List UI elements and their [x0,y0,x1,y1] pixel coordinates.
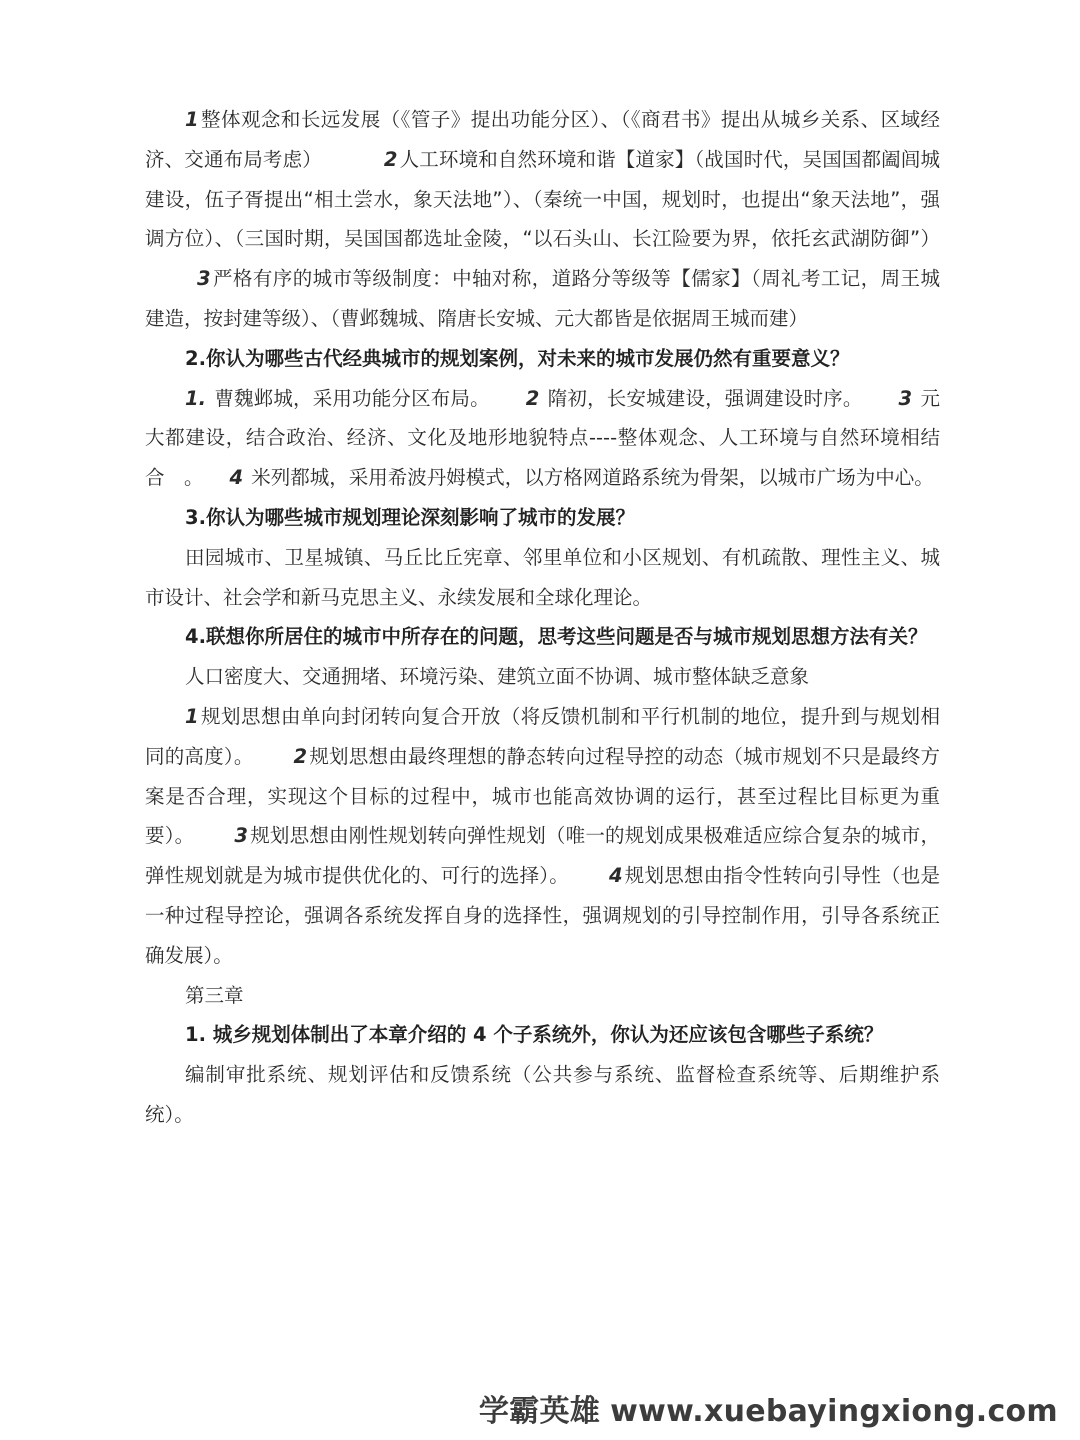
answer-paragraph-4 [145,697,940,976]
answer-paragraph-5: 编制审批系统、规划评估和反馈系统（公共参与系统、监督检查系统等、后期维护系统）。 [145,1063,940,1126]
footer-url[interactable]: www.xuebayingxiong.com [610,1394,1058,1429]
footer-brand: 学霸英雄 [478,1394,601,1429]
item-text: 隋初，长安城建设，强调建设时序。 [547,386,863,410]
item-text: 规划思想由刚性规划转向弹性规划（唯一的规划成果极难适应综合复杂的城市，弹性规划就是为城市提供优化的、可行的选择）。 [145,824,940,888]
answer-paragraph-3: 田园城市、卫星城镇、马丘比丘宪章、邻里单位和小区规划、有机疏散、理性主义、城市设计、社会学和新马克思主义、永续发展和全球化理论。 [145,545,940,609]
answer-paragraph-1 [145,100,940,339]
document-page [145,100,940,1135]
item-text: 整体观念和长远发展（《管子》提出功能分区）、（《商君书》提出从城乡关系、区域经济、交通布局考虑） [145,108,940,171]
item-number: 3 [197,267,211,291]
item-number: 1 [185,108,199,131]
item-number: 3 [234,824,248,848]
item-number: 3 [898,386,913,410]
item-number: 1. [185,386,206,410]
question-2: 2.你认为哪些古代经典城市的规划案例，对未来的城市发展仍然有重要意义？ [185,346,850,370]
item-text: 曹魏邺城，采用功能分区布局。 [214,386,490,410]
item-text: 米列都城，采用希波丹姆模式，以方格网道路系统为骨架，以城市广场为中心。 [251,466,934,490]
item-number: 1 [185,704,199,728]
question-4: 4.联想你所居住的城市中所存在的问题，思考这些问题是否与城市规划思想方法有关？ [185,625,928,649]
item-text: 规划思想由最终理想的静态转向过程导控的动态（城市规划不只是最终方案是否合理，实现这个目标的过程中，城市也能高效协调的运行，甚至过程比目标更为重要）。 [145,744,940,848]
item-text: 严格有序的城市等级制度：中轴对称，道路分等级等【儒家】（周礼考工记，周王城建造，按封建等级）、（曹邺魏城、隋唐长安城、元大都皆是依据周王城而建） [145,267,940,330]
question-3: 3.你认为哪些城市规划理论深刻影响了城市的发展？ [185,505,635,529]
item-text: 规划思想由单向封闭转向复合开放（将反馈机制和平行机制的地位，提升到与规划相同的高度）。 [145,704,940,768]
item-number: 4 [608,864,623,888]
item-number: 2 [293,744,308,768]
item-number: 4 [229,466,244,490]
chapter-heading: 第三章 [185,983,244,1007]
item-text: 规划思想由指令性转向引导性（也是一种过程导控论，强调各系统发挥自身的选择性，强调规划的引导控制作用，引导各系统正确发展）。 [145,864,940,967]
item-number: 2 [525,386,540,410]
footer-watermark [479,1386,1058,1430]
item-number: 2 [383,147,398,171]
answer-paragraph-2 [145,379,940,498]
item-text: 人工环境和自然环境和谐【道家】（战国时代，吴国国都阖闾城建设，伍子胥提出“相土尝水，象天法地”）、（秦统一中国，规划时，也提出“象天法地”，强调方位）、（三国时期，吴国国都选址金陵，“以石头山、长江险要为界，依托玄武湖防御”） [145,147,940,251]
item-text: 元大都建设，结合政治、经济、文化及地形地貌特点----整体观念、人工环境与自然环境相结合 。 [145,386,940,490]
question-5: 1. 城乡规划体制出了本章介绍的 4 个子系统外，你认为还应该包含哪些子系统？ [185,1023,884,1047]
answer-4-intro: 人口密度大、交通拥堵、环境污染、建筑立面不协调、城市整体缺乏意象 [185,665,810,689]
